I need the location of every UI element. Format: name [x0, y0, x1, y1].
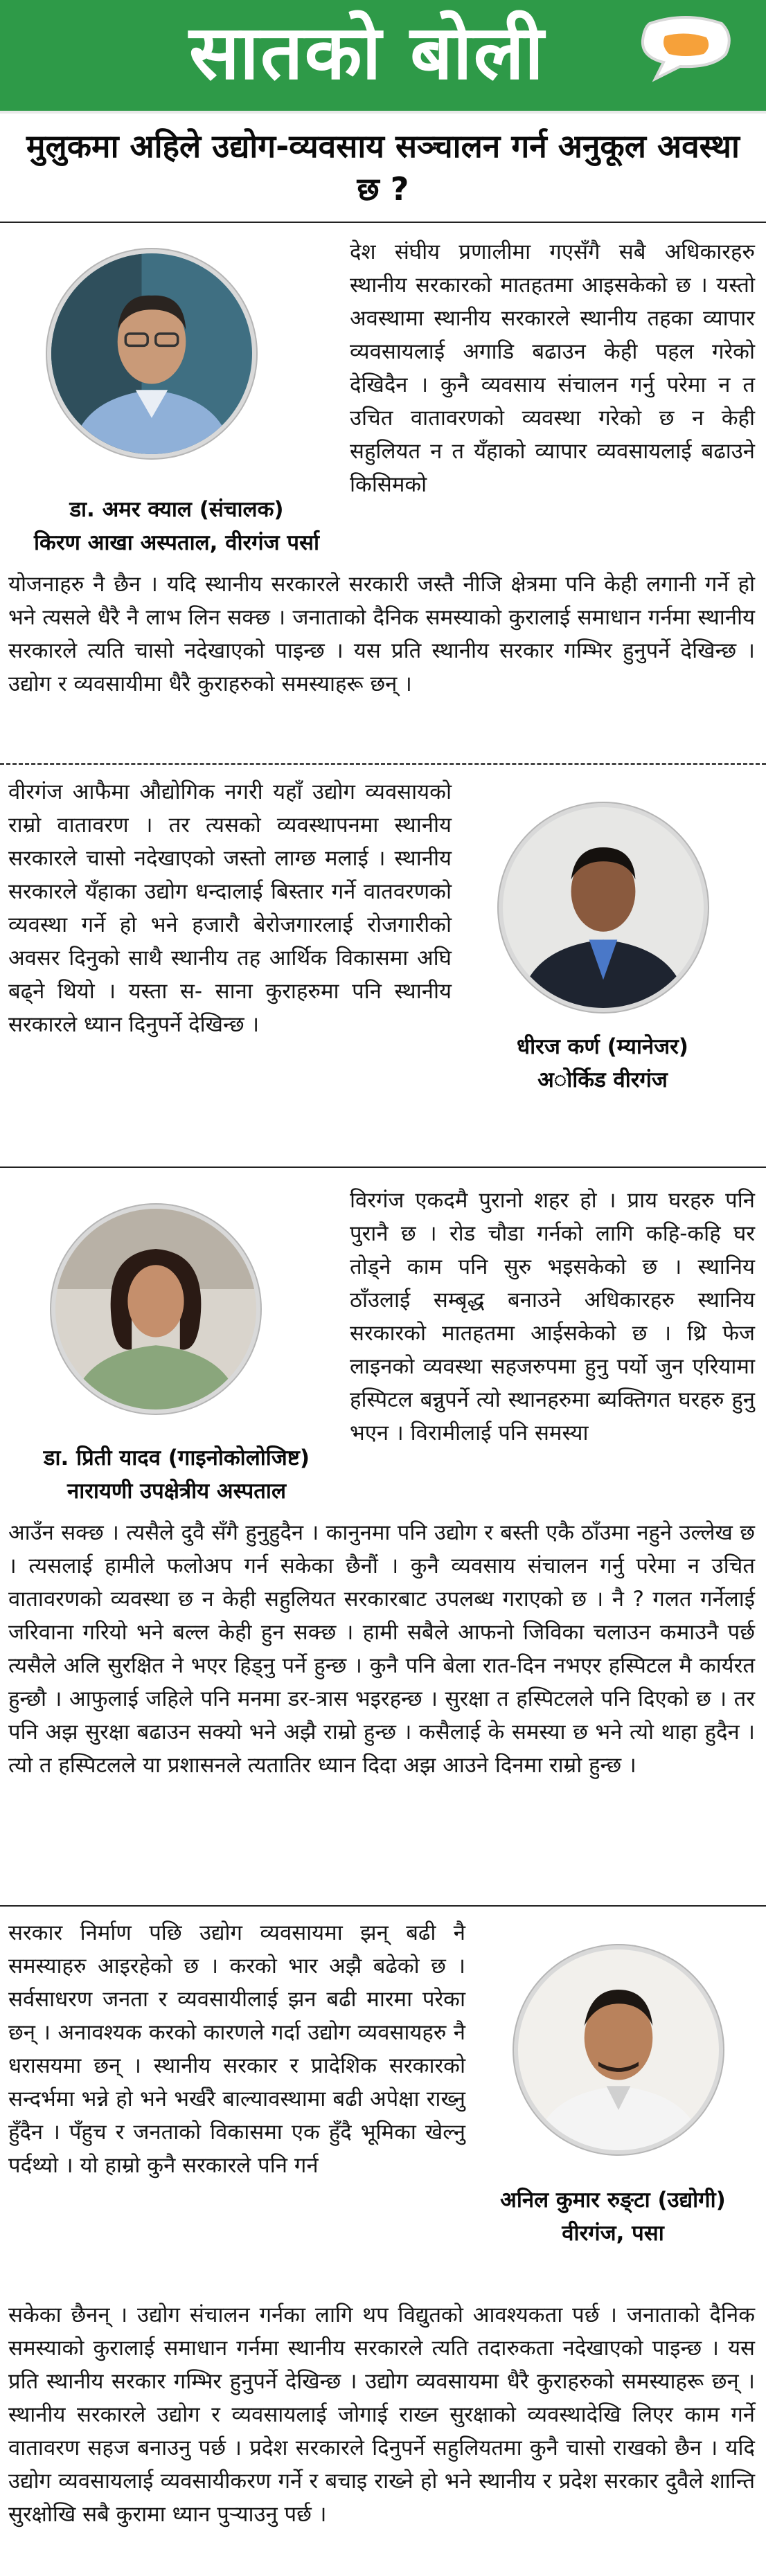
headline-divider	[0, 222, 766, 223]
article-divider-2	[0, 1167, 766, 1168]
article-3-text-bottom: आउँन सक्छ । त्यसैले दुवै सँगै हुनुहुदैन । कानुनमा पनि उद्योग र बस्ती एकै ठाँउमा नहुने उल्लेख छ । त्यसलाई हामीले फलोअप गर्न सकेका छैनौं । कुनै व्यवसाय संचालन गर्नु परेमा न उचित वातावरणको व्यवस्था छ न केही सहुलियत सरकारबाट उपलब्ध गराएको छ । नै ? गलत गर्नेलाई जरिवाना गरियो भने बल्ल केही हुन सक्छ । हामी सबैले आफनो जिविका चलाउन कमाउनै पर्छ त्यसैले अलि सुरक्षित ने भएर हिड्नु पर्ने हुन्छ । कुनै पनि बेला रात-दिन नभएर हस्पिटल मै कार्यरत हुन्छौ । आफुलाई जहिले पनि मनमा डर-त्रास भइरहन्छ । सुरक्षा त हस्पिटलले पनि दिएको छ । तर पनि अझ सुरक्षा बढाउन सक्यो भने अझै राम्रो हुन्छ । कसैलाई के समस्या छ भने त्यो थाहा हुदैन । त्यो त हस्पिटलले या प्रशासनले त्यतातिर ध्यान दिदा अझ आउने दिनमा राम्रो हुन्छ ।	[8, 1520, 755, 1778]
article-1-text-top: देश संघीय प्रणालीमा गएसँगै सबै अधिकारहरु स्थानीय सरकारको मातहतमा आइसकेको छ । यस्तो अवस्थामा स्थानीय सरकारले स्थानीय तहका व्यापार व्यवसायलाई अगाडि बढाउन केही पहल गरेको देखिदैन । कुनै व्यवसाय संचालन गर्नु परेमा न त उचित वातावरणको व्यवस्था गरेको छ न केही सहुलियत न त यँहाको व्यापार व्यवसायलाई बढाउने किसिमको	[350, 240, 755, 497]
article-2-name: धीरज कर्ण (म्यानेजर)	[517, 1034, 688, 1059]
article-divider-1	[0, 763, 766, 765]
article-1-org: किरण आखा अस्पताल, वीरगंज पर्सा	[33, 530, 319, 555]
avatar-anil-rungta	[514, 1945, 723, 2154]
article-1-text-bottom: योजनाहरु नै छैन । यदि स्थानीय सरकारले सरकारी जस्तै नीजि क्षेत्रमा पनि केही लगानी गर्ने हो भने त्यसले धैरै नै लाभ लिन सक्छ । जनाताको दैनिक समस्याको कुरालाई समाधान गर्नमा स्थानीय सरकारले त्यति चासो नदेखाएको पाइन्छ । यस प्रति स्थानीय सरकार गम्भिर हुनुपर्ने देखिन्छ । उद्योग र व्यवसायीमा धैरै कुराहरुको समस्याहरू छन् ।	[8, 572, 755, 696]
avatar-amar-kyal	[47, 249, 256, 458]
page-banner	[0, 0, 766, 114]
article-divider-3	[0, 1905, 766, 1907]
avatar-priti-yadav	[51, 1205, 260, 1414]
banner-title: सातको बोली	[189, 10, 545, 96]
article-2-text: वीरगंज आफैमा औद्योगिक नगरी यहाँ उद्योग व्यवसायको राम्रो वातावरण । तर त्यसको व्यवस्थापनमा स्थानीय सरकारले चासो नदेखाएको जस्तो लाग्छ मलाई । स्थानीय सरकारले यँहाका उद्योग धन्दालाई बिस्तार गर्ने वातवरणको व्यवस्था गर्ने हो भने हजारौ बेरोजगारलाई रोजगारीको अवसर दिनुको साथै स्थानीय तह आर्थिक विकासमा अघि बढ्ने थियो । यस्ता स- साना कुराहरुमा पनि स्थानीय सरकारले ध्यान दिनुपर्ने देखिन्छ ।	[8, 780, 452, 1037]
article-1-name: डा. अमर क्याल (संचालक)	[69, 497, 284, 522]
article-4-org: वीरगंज, पसा	[562, 2221, 664, 2246]
avatar-dhiraj-karna	[499, 803, 708, 1012]
speech-bubble-icon	[637, 15, 734, 83]
article-3-org: नारायणी उपक्षेत्रीय अस्पताल	[67, 1479, 286, 1504]
article-2-org: अोर्किड वीरगंज	[537, 1068, 668, 1092]
article-4-name: अनिल कुमार रुङ्टा (उद्योगी)	[500, 2188, 726, 2213]
main-headline: मुलुकमा अहिले उद्योग-व्यवसाय सञ्चालन गर्न अनुकूल अवस्था छ ?	[26, 127, 740, 208]
article-4-text-bottom: सकेका छैनन् । उद्योग संचालन गर्नका लागि थप विद्युतको आवश्यकता पर्छ । जनाताको दैनिक समस्याको कुरालाई समाधान गर्नमा स्थानीय सरकारले त्यति तदारुकता नदेखाएको पाइन्छ । यस प्रति स्थानीय सरकार गम्भिर हुनुपर्ने देखिन्छ । उद्योग व्यवसायमा धैरै कुराहरुको समस्याहरू छन् । स्थानीय सरकारले उद्योग र व्यवसायलाई जोगाई राख्न सुरक्षाको व्यवस्थादेखि लिएर काम गर्ने वातावरण सहज बनाउनु पर्छ । प्रदेश सरकारले दिनुपर्ने सहुलियतमा कुनै चासो राखको छैन । यदि उद्योग व्यवसायलाई व्यवसायीकरण गर्ने र बचाइ राख्ने हो भने स्थानीय र प्रदेश सरकार दुवैले शान्ति सुरक्षोखि सबै कुरामा ध्यान पुऱ्याउनु पर्छ ।	[8, 2303, 755, 2527]
article-3-name: डा. प्रिती यादव (गाइनोकोलोजिष्ट)	[43, 1445, 310, 1470]
article-4-text-top: सरकार निर्माण पछि उद्योग व्यवसायमा झन् बढी नै समस्याहरु आइरहेको छ । करको भार अझै बढेको छ । सर्वसाधरण जनता र व्यवसायीलाई झन बढी मारमा परेका छन् । अनावश्यक करको कारणले गर्दा उद्योग व्यवसायहरु नै धरासयमा छन् । स्थानीय सरकार र प्रादेशिक सरकारको सन्दर्भमा भन्ने हो भने भर्खरै बाल्यावस्थामा बढी अपेक्षा राख्नु हुँदैन । पँहुच र जनताको विकासमा एक हुँदै भूमिका खेल्नु पर्दथ्यो । यो हाम्रो कुनै सरकारले पनि गर्न	[8, 1920, 465, 2178]
article-3-text-top: विरगंज एकदमै पुरानो शहर हो । प्राय घरहरु पनि पुरानै छ । रोड चौडा गर्नको लागि कहि-कहि घर तोड्ने काम पनि सुरु भइसकेको छ । स्थानिय ठाँउलाई सम्बृद्ध बनाउने अधिकारहरु स्थानिय सरकारको मातहतमा आईसकेको छ । थ्रि फेज लाइनको व्यवस्था सहजरुपमा हुनु पर्यो जुन एरियामा हस्पिटल बन्नुपर्ने त्यो स्थानहरुमा ब्यक्तिगत घरहरु हुनु भएन । विरामीलाई पनि समस्या	[350, 1188, 755, 1445]
